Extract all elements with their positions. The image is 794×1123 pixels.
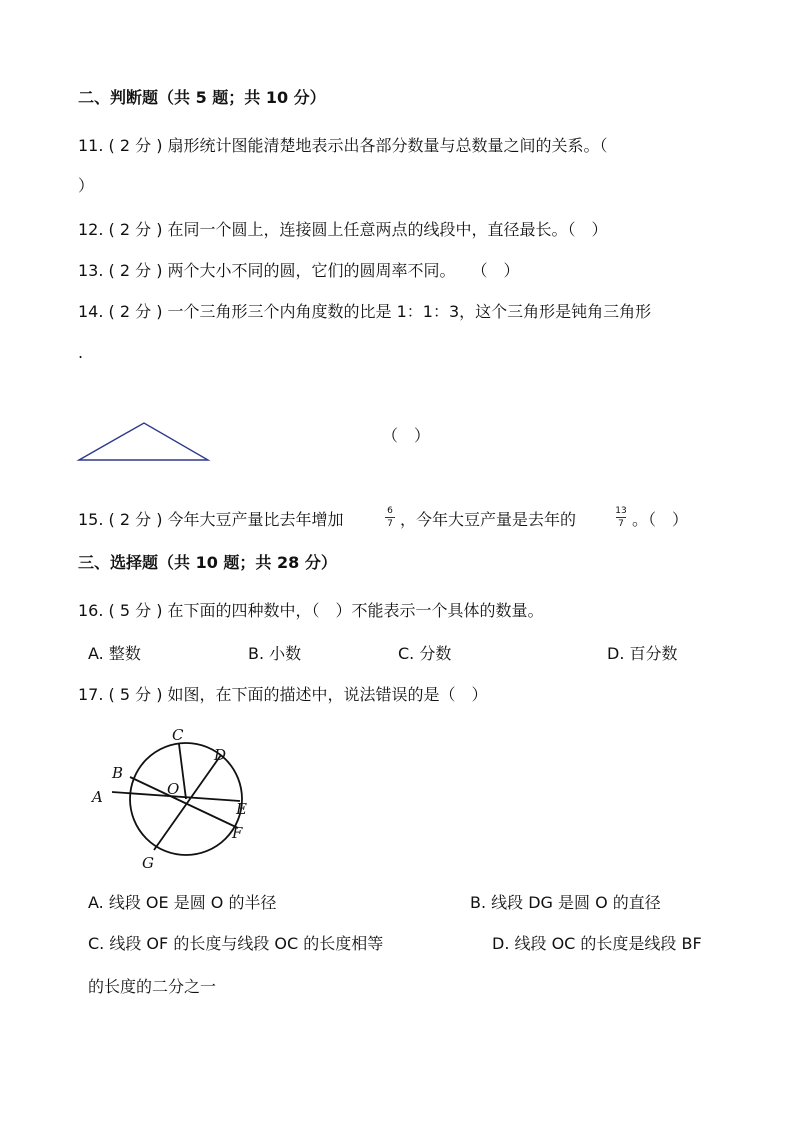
label-e: E: [236, 800, 247, 818]
question-17-option-a[interactable]: A. 线段 OE 是圆 O 的半径: [88, 893, 277, 912]
question-16-option-c[interactable]: C. 分数: [398, 644, 452, 663]
circle-geometry-figure: [86, 722, 266, 872]
question-16-option-b[interactable]: B. 小数: [248, 644, 302, 663]
line-o-c: [179, 744, 186, 799]
fraction-six-sevenths: [383, 506, 397, 529]
section-title-choice: 三、选择题（共 10 题；共 28 分）: [78, 553, 337, 572]
fraction-denominator: 7: [387, 519, 393, 529]
question-11-bracket: ）: [78, 176, 95, 195]
question-14-dot: .: [78, 343, 84, 362]
label-b: B: [112, 764, 124, 782]
fraction-denominator: 7: [618, 519, 624, 529]
question-15-text-post: 。（ ）: [632, 510, 689, 529]
question-12-text: 12. ( 2 分 ) 在同一个圆上，连接圆上任意两点的线段中，直径最长。（ ）: [78, 220, 608, 239]
label-g: G: [142, 854, 154, 872]
question-11-text: 11. ( 2 分 ) 扇形统计图能清楚地表示出各部分数量与总数量之间的关系。（: [78, 136, 608, 155]
question-14-text: 14. ( 2 分 ) 一个三角形三个内角度数的比是 1：1：3，这个三角形是钝角三角形: [78, 302, 652, 321]
question-13-text: 13. ( 2 分 ) 两个大小不同的圆，它们的圆周率不同。 （ ）: [78, 261, 520, 280]
question-15-text-mid: ，今年大豆产量是去年的: [400, 510, 577, 529]
section-title-judgment: 二、判断题（共 5 题；共 10 分）: [78, 88, 326, 107]
question-17-option-d[interactable]: D. 线段 OC 的长度是线段 BF: [492, 934, 702, 953]
question-17-option-b[interactable]: B. 线段 DG 是圆 O 的直径: [470, 893, 661, 912]
question-17-option-c[interactable]: C. 线段 OF 的长度与线段 OC 的长度相等: [88, 934, 384, 953]
question-16-option-d[interactable]: D. 百分数: [607, 644, 678, 663]
question-17-text: 17. ( 5 分 ) 如图，在下面的描述中，说法错误的是（ ）: [78, 685, 488, 704]
question-15-text-pre: 15. ( 2 分 ) 今年大豆产量比去年增加: [78, 510, 344, 529]
question-16-option-a[interactable]: A. 整数: [88, 644, 141, 663]
obtuse-triangle-figure: [76, 420, 216, 466]
label-o: O: [167, 780, 180, 798]
fraction-thirteen-sevenths: [614, 506, 628, 529]
fraction-numerator: 6: [387, 506, 393, 516]
fraction-numerator: 13: [615, 506, 627, 516]
line-d-g: [154, 755, 221, 850]
question-17-option-d-continued: 的长度的二分之一: [88, 977, 217, 996]
triangle-shape: [79, 423, 208, 460]
question-16-text: 16. ( 5 分 ) 在下面的四种数中，（ ）不能表示一个具体的数量。: [78, 601, 544, 620]
label-c: C: [172, 726, 184, 744]
label-a: A: [92, 788, 103, 806]
label-f: F: [232, 824, 243, 842]
question-14-bracket: （ ）: [382, 426, 431, 445]
label-d: D: [214, 746, 227, 764]
